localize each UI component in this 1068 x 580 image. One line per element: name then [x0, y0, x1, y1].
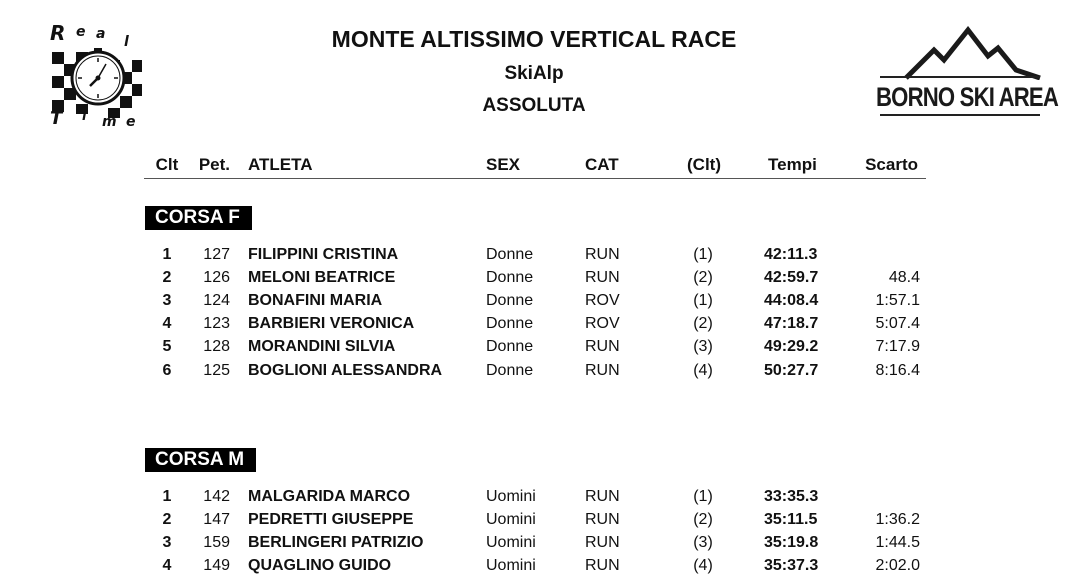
- sex: Donne: [486, 292, 534, 309]
- gap: 8:16.4: [875, 362, 920, 379]
- athlete-name: FILIPPINI CRISTINA: [248, 246, 399, 263]
- sex: Donne: [486, 269, 534, 286]
- category: ROV: [585, 315, 620, 332]
- athlete-name: BONAFINI MARIA: [248, 292, 383, 309]
- time: 33:35.3: [764, 488, 819, 505]
- bib-number: 159: [203, 534, 230, 551]
- bib-number: 147: [203, 511, 230, 528]
- athlete-name: MORANDINI SILVIA: [248, 338, 396, 355]
- athlete-name: QUAGLINO GUIDO: [248, 557, 392, 574]
- athlete-name: BOGLIONI ALESSANDRA: [248, 362, 443, 379]
- col-header-sex: SEX: [486, 155, 521, 174]
- sex: Uomini: [486, 557, 536, 574]
- col-header-tempi: Tempi: [768, 155, 817, 174]
- col-header-category-rank: (Clt): [687, 155, 721, 174]
- time: 50:27.7: [764, 362, 819, 379]
- header-divider: [144, 178, 926, 179]
- category-rank: (2): [693, 315, 713, 332]
- rank: 4: [162, 557, 172, 574]
- logo-letter: R: [50, 21, 66, 45]
- bib-number: 142: [203, 488, 230, 505]
- gap: 1:57.1: [875, 292, 920, 309]
- sex: Donne: [486, 362, 534, 379]
- rank: 2: [162, 269, 172, 286]
- table-row: [0, 362, 1068, 384]
- athlete-name: MALGARIDA MARCO: [248, 488, 411, 505]
- category: RUN: [585, 557, 620, 574]
- time: 42:11.3: [764, 246, 818, 263]
- time: 49:29.2: [764, 338, 819, 355]
- category: RUN: [585, 362, 620, 379]
- logo-letter: i: [82, 109, 87, 124]
- category: RUN: [585, 534, 620, 551]
- section-label-corsa-m: CORSA M: [145, 448, 256, 472]
- col-header-clt: Clt: [155, 155, 179, 174]
- category-rank: (1): [693, 246, 713, 263]
- time: 35:19.8: [764, 534, 819, 551]
- category: RUN: [585, 338, 620, 355]
- gap: 48.4: [888, 269, 920, 286]
- category-rank: (2): [693, 269, 713, 286]
- ranking-subtitle: ASSOLUTA: [482, 95, 586, 116]
- table-row: [0, 534, 1068, 556]
- rank: 4: [162, 315, 172, 332]
- category: RUN: [585, 488, 620, 505]
- logo-letter: e: [76, 24, 86, 40]
- time: 42:59.7: [764, 269, 819, 286]
- athlete-name: PEDRETTI GIUSEPPE: [248, 511, 414, 528]
- sex: Uomini: [486, 488, 536, 505]
- rank: 6: [162, 362, 172, 379]
- section-label-corsa-f: CORSA F: [145, 206, 252, 230]
- rank: 3: [162, 534, 172, 551]
- sex: Donne: [486, 315, 534, 332]
- col-header-cat: CAT: [585, 155, 619, 174]
- col-header-atleta: ATLETA: [248, 155, 313, 174]
- category-rank: (2): [693, 511, 713, 528]
- borno-ski-area-text: BORNO SKI AREA: [876, 82, 1059, 112]
- sex: Uomini: [486, 511, 536, 528]
- gap: 5:07.4: [875, 315, 920, 332]
- category: RUN: [585, 269, 620, 286]
- gap: 1:44.5: [875, 534, 920, 551]
- sex: Donne: [486, 338, 534, 355]
- gap: 1:36.2: [875, 511, 920, 528]
- col-header-pet: Pet.: [198, 155, 230, 174]
- sex: Donne: [486, 246, 534, 263]
- bib-number: 128: [203, 338, 230, 355]
- bib-number: 125: [203, 362, 230, 379]
- table-row: [0, 338, 1068, 360]
- rank: 5: [162, 338, 172, 355]
- time: 47:18.7: [764, 315, 819, 332]
- bib-number: 149: [203, 557, 230, 574]
- table-row: [0, 292, 1068, 314]
- athlete-name: BERLINGERI PATRIZIO: [248, 534, 424, 551]
- category-rank: (4): [693, 557, 713, 574]
- sex: Uomini: [486, 534, 536, 551]
- category: RUN: [585, 511, 620, 528]
- category: RUN: [585, 246, 620, 263]
- rank: 1: [162, 246, 172, 263]
- time: 35:37.3: [764, 557, 819, 574]
- time: 35:11.5: [764, 511, 818, 528]
- bib-number: 123: [203, 315, 230, 332]
- table-row: [0, 511, 1068, 533]
- logo-letter: e: [126, 114, 136, 130]
- table-row: [0, 488, 1068, 510]
- bib-number: 127: [203, 246, 230, 263]
- rank: 2: [162, 511, 172, 528]
- category-rank: (4): [693, 362, 713, 379]
- rank: 3: [162, 292, 172, 309]
- logo-letter: l: [124, 34, 129, 50]
- category-rank: (1): [693, 488, 713, 505]
- bib-number: 126: [203, 269, 230, 286]
- gap: 2:02.0: [875, 557, 920, 574]
- bib-number: 124: [203, 292, 230, 309]
- category-rank: (3): [693, 534, 713, 551]
- table-row: [0, 315, 1068, 337]
- category-rank: (1): [693, 292, 713, 309]
- table-row: [0, 246, 1068, 268]
- category: ROV: [585, 292, 620, 309]
- table-row: [0, 557, 1068, 579]
- rank: 1: [162, 488, 172, 505]
- discipline-subtitle: SkiAlp: [504, 63, 564, 84]
- table-row: [0, 269, 1068, 291]
- time: 44:08.4: [764, 292, 819, 309]
- logo-letter: T: [50, 108, 63, 129]
- logo-letter: a: [96, 26, 106, 42]
- athlete-name: BARBIERI VERONICA: [248, 315, 415, 332]
- logo-letter: m: [102, 114, 117, 130]
- col-header-scarto: Scarto: [865, 155, 918, 174]
- race-title: MONTE ALTISSIMO VERTICAL RACE: [331, 26, 737, 52]
- gap: 7:17.9: [875, 338, 920, 355]
- category-rank: (3): [693, 338, 713, 355]
- athlete-name: MELONI BEATRICE: [248, 269, 396, 286]
